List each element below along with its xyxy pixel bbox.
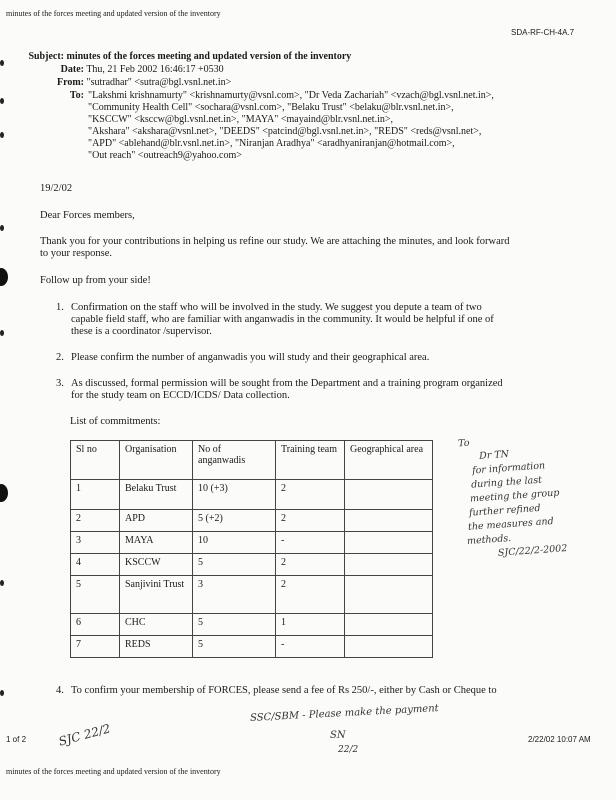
header-cell: Training team <box>276 441 345 480</box>
header-cell: Geographical area <box>345 441 433 480</box>
handwritten-line: To <box>457 437 470 450</box>
email-header <box>18 51 608 162</box>
scan-mark <box>0 132 4 138</box>
table-header-row <box>71 441 433 480</box>
to-row <box>18 90 608 162</box>
item-number: 2. <box>56 352 64 363</box>
recipient-line: "Community Health Cell" <sochara@vsnl.com>, "Belaku Trust" <belaku@blr.vsnl.net.in>, <box>88 102 454 113</box>
handwritten-initial: SN <box>330 730 346 741</box>
print-footer-title: minutes of the forces meeting and updated version of the inventory <box>6 767 221 776</box>
intro-line: Thank you for your contributions in helping us refine our study. We are attaching the minutes, and look forward <box>40 236 510 247</box>
table-cell <box>345 614 433 636</box>
table-cell: Sanjivini Trust <box>120 576 193 614</box>
table-cell <box>345 532 433 554</box>
salutation: Dear Forces members, <box>40 210 135 221</box>
table-cell <box>345 576 433 614</box>
letter-date: 19/2/02 <box>40 183 73 194</box>
handwritten-line: SJC/22/2-2002 <box>497 543 568 559</box>
table-cell: Belaku Trust <box>120 480 193 510</box>
recipient-line: "Lakshmi krishnamurty" <krishnamurty@vsnl.com>, "Dr Veda Zachariah" <vzach@bgl.vsnl.net.in>, <box>88 90 494 101</box>
table-cell <box>345 480 433 510</box>
item-line: Please confirm the number of anganwadis you will study and their geographical area. <box>71 352 430 363</box>
page-number: 1 of 2 <box>6 735 27 744</box>
table-row <box>71 480 433 510</box>
table-cell: 2 <box>276 554 345 576</box>
to-label: To: <box>69 90 84 101</box>
date-label: Date: <box>60 64 84 75</box>
item-number: 4. <box>56 685 64 696</box>
list-title: List of commitments: <box>70 416 161 427</box>
table-row <box>71 532 433 554</box>
table-cell: 5 <box>193 636 276 658</box>
from-row <box>18 77 608 90</box>
table-cell: REDS <box>120 636 193 658</box>
subject-row <box>18 51 608 64</box>
item-line: To confirm your membership of FORCES, please send a fee of Rs 250/-, either by Cash or Cheque to <box>71 685 497 696</box>
table-cell: - <box>276 532 345 554</box>
to-recipients <box>88 90 608 162</box>
handwritten-line: further refined <box>468 502 541 519</box>
subject-value: minutes of the forces meeting and updated version of the inventory <box>66 51 352 62</box>
table-cell: 5 <box>193 554 276 576</box>
header-cell: No of anganwadis <box>193 441 276 480</box>
table-row <box>71 614 433 636</box>
table-cell: 2 <box>276 576 345 614</box>
numbered-item <box>56 378 503 402</box>
commitments-table <box>70 440 433 658</box>
handwritten-payment-note: SSC/SBM - Please make the payment <box>249 703 439 724</box>
handwritten-line: meeting the group <box>469 487 560 505</box>
table-cell <box>345 554 433 576</box>
table-cell: 1 <box>71 480 120 510</box>
table-row <box>71 636 433 658</box>
recipient-line: "KSCCW" <ksccw@bgl.vsnl.net.in>, "MAYA" <mayaind@blr.vsnl.net.in>, <box>88 114 393 125</box>
table-row <box>71 576 433 614</box>
table-cell: 3 <box>193 576 276 614</box>
numbered-item <box>56 352 429 364</box>
table-cell <box>345 510 433 532</box>
binder-hole <box>0 268 8 286</box>
numbered-item <box>56 685 497 697</box>
item-number: 3. <box>56 378 64 389</box>
table-cell: 5 (+2) <box>193 510 276 532</box>
followup-heading: Follow up from your side! <box>40 275 151 286</box>
recipient-line: "Out reach" <outreach9@yahoo.com> <box>88 150 242 161</box>
item-line: these is a coordinator /supervisor. <box>71 326 212 337</box>
scan-mark <box>0 580 4 586</box>
print-header-title: minutes of the forces meeting and updated version of the inventory <box>6 9 221 18</box>
table-cell: 10 (+3) <box>193 480 276 510</box>
from-label: From: <box>56 77 84 88</box>
scan-mark <box>0 690 4 696</box>
document-id: SDA-RF-CH-4A.7 <box>511 28 575 37</box>
subject-label: Subject: <box>28 51 64 62</box>
table-cell: 4 <box>71 554 120 576</box>
scan-mark <box>0 60 4 66</box>
table-cell: 6 <box>71 614 120 636</box>
handwritten-signature: SJC 22/2 <box>57 721 112 749</box>
handwritten-line: methods. <box>466 532 512 547</box>
print-timestamp: 2/22/02 10:07 AM <box>528 735 591 744</box>
handwritten-line: the measures and <box>467 515 555 533</box>
item-line: for the study team on ECCD/ICDS/ Data collection. <box>71 390 290 401</box>
intro-paragraph <box>40 236 510 260</box>
table-row <box>71 554 433 576</box>
table-cell: 2 <box>71 510 120 532</box>
binder-hole <box>0 484 8 502</box>
handwritten-line: Dr TN <box>478 448 510 462</box>
table-cell: 5 <box>193 614 276 636</box>
recipient-line: "APD" <ablehand@blr.vsnl.net.in>, "Niranjan Aradhya" <aradhyaniranjan@hotmail.com>, <box>88 138 455 149</box>
table-cell: - <box>276 636 345 658</box>
table-cell: 5 <box>71 576 120 614</box>
intro-line: to your response. <box>40 248 113 259</box>
recipient-line: "Akshara" <akshara@vsnl.net>, "DEEDS" <patcind@bgl.vsnl.net.in>, "REDS" <reds@vsnl.net>, <box>88 126 482 137</box>
from-value: "sutradhar" <sutra@bgl.vsnl.net.in> <box>86 77 232 88</box>
table-row <box>71 510 433 532</box>
table-cell: 3 <box>71 532 120 554</box>
handwritten-side-note <box>458 427 616 563</box>
date-value: Thu, 21 Feb 2002 16:46:17 +0530 <box>86 64 224 75</box>
header-cell: Organisation <box>120 441 193 480</box>
table-cell: CHC <box>120 614 193 636</box>
item-line: As discussed, formal permission will be sought from the Department and a training program organized <box>71 378 503 389</box>
table-cell: APD <box>120 510 193 532</box>
table-cell: MAYA <box>120 532 193 554</box>
header-cell: Sl no <box>71 441 120 480</box>
table-cell: 2 <box>276 510 345 532</box>
scan-mark <box>0 330 4 336</box>
handwritten-line: during the last <box>470 474 543 491</box>
scan-mark <box>0 98 4 104</box>
table-cell: KSCCW <box>120 554 193 576</box>
numbered-item <box>56 302 494 338</box>
date-row <box>18 64 608 77</box>
item-number: 1. <box>56 302 64 313</box>
handwritten-date: 22/2 <box>338 745 359 755</box>
item-line: Confirmation on the staff who will be involved in the study. We suggest you depute a team of two <box>71 302 482 313</box>
table-cell: 10 <box>193 532 276 554</box>
handwritten-line: for information <box>471 460 546 477</box>
table-cell <box>345 636 433 658</box>
item-line: capable field staff, who are familiar with anganwadis in the community. It would be helpful if one of <box>71 314 494 325</box>
scan-mark <box>0 225 4 231</box>
table-cell: 7 <box>71 636 120 658</box>
table-cell: 1 <box>276 614 345 636</box>
table-cell: 2 <box>276 480 345 510</box>
